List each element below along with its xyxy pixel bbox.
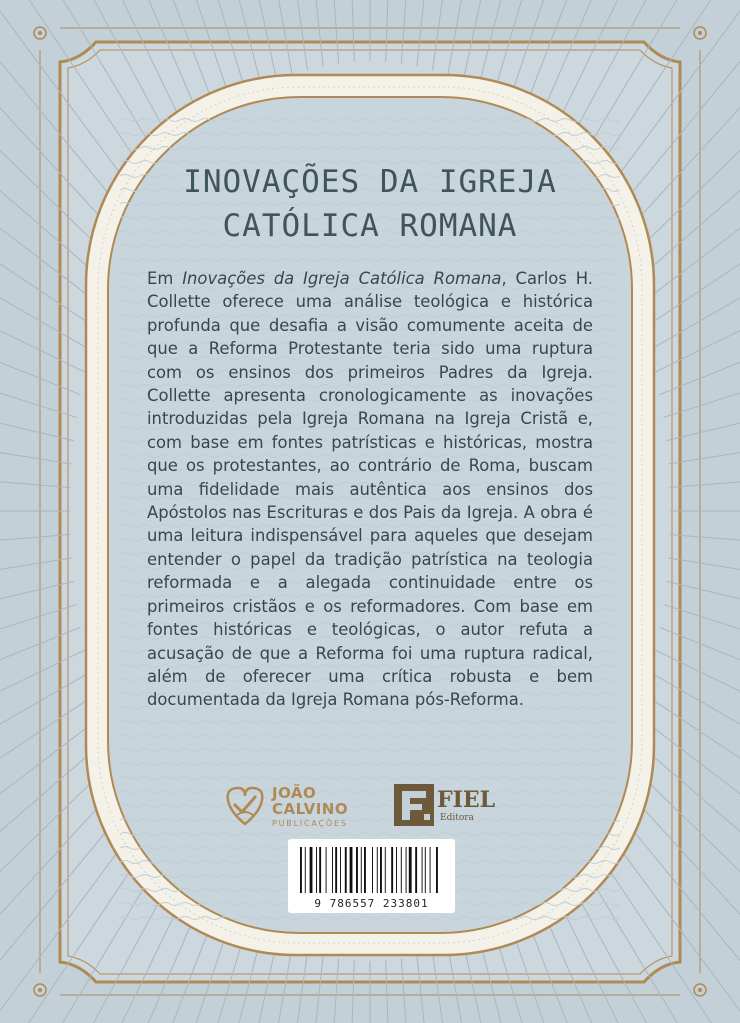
isbn-number: 9 786557 233801 [314, 897, 429, 910]
joao-calvino-line-1: JOÃO [272, 784, 317, 802]
barcode [287, 838, 456, 914]
description-intro: Em [147, 269, 183, 288]
joao-calvino-line-3: PUBLICAÇÕES [272, 819, 348, 828]
fiel-subtitle: Editora [440, 813, 474, 823]
joao-calvino-line-2: CALVINO [272, 800, 349, 818]
description-book-title: Inovações da Igreja Católica Romana [182, 269, 502, 288]
fiel-emblem-icon [394, 784, 434, 826]
book-description [147, 267, 593, 712]
barcode-bars [300, 847, 443, 895]
fiel-name: FIEL [437, 787, 496, 813]
joao-calvino-emblem-icon [222, 782, 268, 830]
joao-calvino-logo [222, 782, 382, 832]
title-line-1: INOVAÇÕES DA IGREJA [183, 164, 557, 200]
title-line-2: CATÓLICA ROMANA [222, 208, 518, 244]
fiel-editora-logo [394, 784, 524, 828]
description-text: , Carlos H. Collette oferece uma análise teológica e histórica profunda que desafia a visão comumente aceita de que a Reforma Protestante teria sido uma ruptura com os ensinos dos primeiros Padres da Igreja. Collette apresenta cronologicamente as inovações introduzidas pela Igreja Romana na Igreja Cristã e, com base em fontes patrísticas e históricas, mostra que os protestantes, ao contrário de Roma, buscam uma fidelidade mais autêntica aos ensinos dos Apóstolos nas Escrituras e dos Pais da Igreja. A obra é uma leitura indispensável para aqueles que desejam entender o papel da tradição patrística na teologia reformada e a alegada continuidade entre os primeiros cristãos e os reformadores. Com base em fontes históricas e teológicas, o autor refuta a acusação de que a Reforma foi uma ruptura radical, além de oferecer uma crítica robusta e bem documentada da Igreja Romana pós-Reforma. [147, 269, 593, 710]
book-title [150, 160, 590, 248]
